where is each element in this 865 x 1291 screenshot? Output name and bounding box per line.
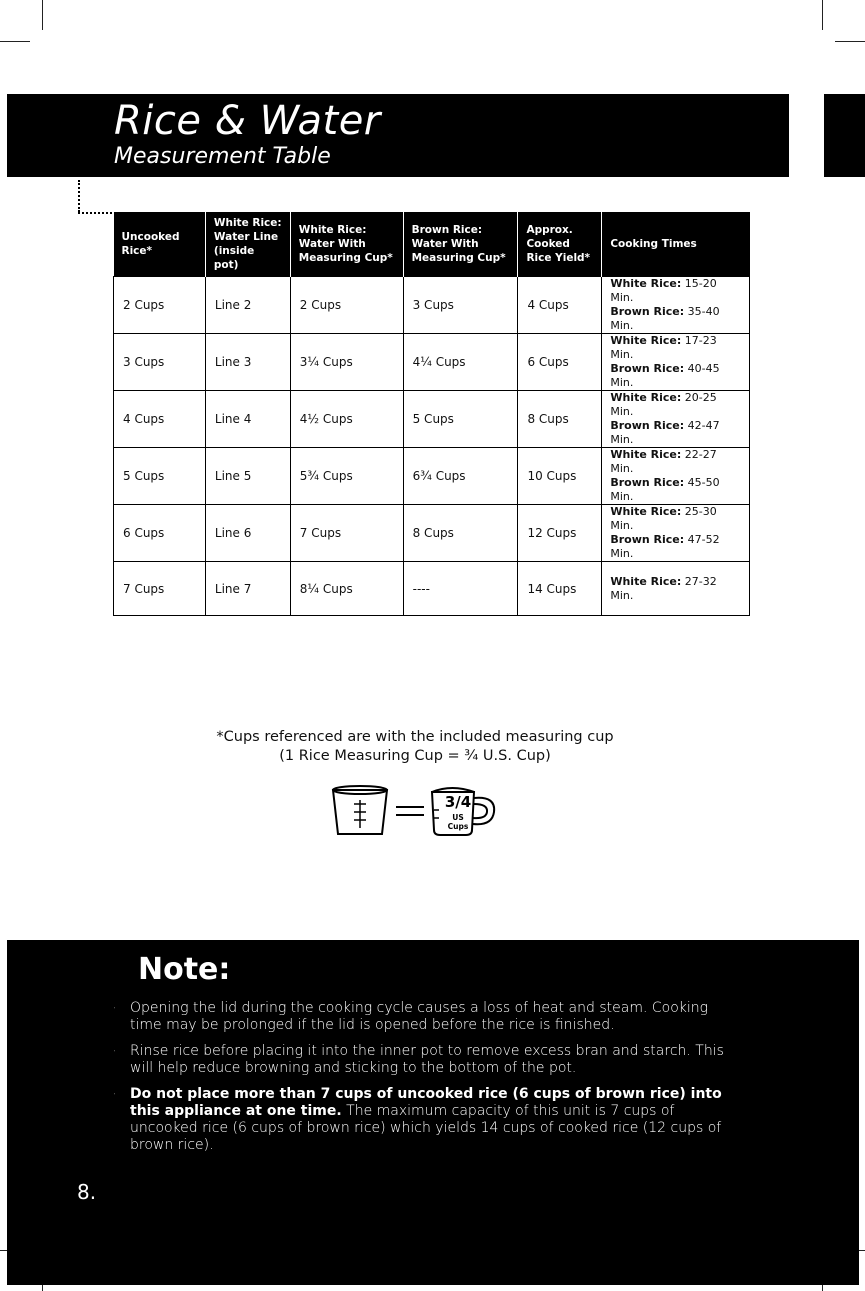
brown-rice-label: Brown Rice: <box>610 533 685 546</box>
white-rice-time: 17-23 Min. <box>610 334 717 361</box>
note-text: The maximum capacity of this unit is 7 cups of uncooked rice (6 cups of brown rice) which yields 14 cups of cooked rice (12 cups of brown rice). <box>130 1103 722 1153</box>
table-cell: 4 Cups <box>518 277 602 334</box>
cooking-time-cell <box>602 505 750 562</box>
table-cell: 2 Cups <box>290 277 403 334</box>
brown-rice-label: Brown Rice: <box>610 476 685 489</box>
column-header: Brown Rice: Water With Measuring Cup* <box>403 212 518 277</box>
side-tab <box>824 94 865 177</box>
bullet-icon: · <box>113 1089 117 1100</box>
measurement-table <box>113 212 750 616</box>
table-cell: Line 3 <box>205 334 290 391</box>
column-header: Uncooked Rice* <box>114 212 206 277</box>
table-cell: 10 Cups <box>518 448 602 505</box>
white-rice-time: 22-27 Min. <box>610 448 717 475</box>
crop-mark <box>835 41 865 42</box>
table-cell: 6 Cups <box>518 334 602 391</box>
white-rice-time: 20-25 Min. <box>610 391 717 418</box>
us-measuring-cup-icon <box>432 788 494 835</box>
dotted-connector <box>78 212 112 214</box>
table-cell: 3 Cups <box>403 277 518 334</box>
table-cell: 8 Cups <box>403 505 518 562</box>
table-cell: 4¼ Cups <box>403 334 518 391</box>
table-row <box>114 505 750 562</box>
white-rice-label: White Rice: <box>610 574 682 588</box>
brown-rice-time: 35-40 Min. <box>610 305 720 332</box>
table-cell: 4½ Cups <box>290 391 403 448</box>
table-cell: Line 7 <box>205 562 290 616</box>
white-rice-label: White Rice: <box>610 448 682 461</box>
table-cell: ---- <box>403 562 518 616</box>
cooking-time-cell <box>602 448 750 505</box>
white-rice-time: 27-32 Min. <box>610 574 717 602</box>
table-cell: 8¼ Cups <box>290 562 403 616</box>
white-rice-label: White Rice: <box>610 334 682 347</box>
note-warning-text: Do not place more than 7 cups of uncooked rice (6 cups of brown rice) into this appliance at one time. <box>130 1086 722 1119</box>
column-header: Cooking Times <box>602 212 750 277</box>
equals-icon <box>396 807 424 815</box>
column-header: Approx. Cooked Rice Yield* <box>518 212 602 277</box>
note-text: Rinse rice before placing it into the inner pot to remove excess bran and starch. This will help reduce browning and sticking to the bottom of the pot. <box>130 1043 724 1076</box>
table-cell: 2 Cups <box>114 277 206 334</box>
table-cell: 3¼ Cups <box>290 334 403 391</box>
table-row <box>114 562 750 616</box>
white-rice-time: 25-30 Min. <box>610 505 717 532</box>
cooking-time-cell <box>602 277 750 334</box>
table-cell: 6¾ Cups <box>403 448 518 505</box>
measuring-cup-equivalence-icon <box>330 782 505 840</box>
bullet-icon: · <box>113 1003 117 1014</box>
brown-rice-label: Brown Rice: <box>610 362 685 375</box>
table-cell: 12 Cups <box>518 505 602 562</box>
table-cell: Line 6 <box>205 505 290 562</box>
brown-rice-time: 42-47 Min. <box>610 419 720 446</box>
footnote-line-1: *Cups referenced are with the included measuring cup <box>216 729 614 745</box>
table-cell: 3 Cups <box>114 334 206 391</box>
list-item <box>113 1086 733 1154</box>
note-list <box>113 1000 733 1163</box>
list-item <box>113 1000 733 1034</box>
table-cell: 5 Cups <box>403 391 518 448</box>
table-cell: 4 Cups <box>114 391 206 448</box>
bullet-icon: · <box>113 1046 117 1057</box>
column-header: White Rice: Water With Measuring Cup* <box>290 212 403 277</box>
table-row <box>114 448 750 505</box>
table-cell: 6 Cups <box>114 505 206 562</box>
white-rice-label: White Rice: <box>610 277 682 290</box>
table-cell: Line 5 <box>205 448 290 505</box>
page-subtitle: Measurement Table <box>114 144 331 169</box>
white-rice-label: White Rice: <box>610 391 682 404</box>
table-row <box>114 334 750 391</box>
cup-unit-bottom: Cups <box>447 822 469 831</box>
table-row <box>114 391 750 448</box>
crop-mark <box>822 0 823 30</box>
table-cell: 14 Cups <box>518 562 602 616</box>
cooking-time-cell <box>602 562 750 616</box>
white-rice-label: White Rice: <box>610 505 682 518</box>
cooking-time-cell <box>602 391 750 448</box>
table-cell: 7 Cups <box>290 505 403 562</box>
crop-mark <box>0 41 30 42</box>
brown-rice-label: Brown Rice: <box>610 305 685 318</box>
brown-rice-time: 45-50 Min. <box>610 476 720 503</box>
header-band <box>7 94 789 177</box>
note-section <box>7 940 859 1285</box>
table-cell: Line 2 <box>205 277 290 334</box>
note-title: Note: <box>138 952 231 987</box>
cup-unit-top: US <box>452 813 464 822</box>
table-row <box>114 277 750 334</box>
table-header-row <box>114 212 750 277</box>
crop-mark <box>42 0 43 30</box>
rice-measuring-cup-icon <box>333 786 387 834</box>
table-cell: 7 Cups <box>114 562 206 616</box>
table-cell: Line 4 <box>205 391 290 448</box>
brown-rice-time: 40-45 Min. <box>610 362 720 389</box>
cooking-time-cell <box>602 334 750 391</box>
white-rice-time: 15-20 Min. <box>610 277 717 304</box>
table-cell: 5¾ Cups <box>290 448 403 505</box>
list-item <box>113 1043 733 1077</box>
page-title: Rice & Water <box>114 98 381 144</box>
table-cell: 8 Cups <box>518 391 602 448</box>
brown-rice-label: Brown Rice: <box>610 419 685 432</box>
brown-rice-time: 47-52 Min. <box>610 533 720 560</box>
column-header: White Rice: Water Line (inside pot) <box>205 212 290 277</box>
note-text: Opening the lid during the cooking cycle causes a loss of heat and steam. Cooking time may be prolonged if the lid is opened before the rice is finished. <box>130 1000 709 1033</box>
dotted-connector <box>78 180 80 212</box>
page-number: 8. <box>77 1180 97 1204</box>
cup-fraction: 3/4 <box>444 793 472 811</box>
table-cell: 5 Cups <box>114 448 206 505</box>
footnote-line-2: (1 Rice Measuring Cup = ¾ U.S. Cup) <box>279 748 551 764</box>
